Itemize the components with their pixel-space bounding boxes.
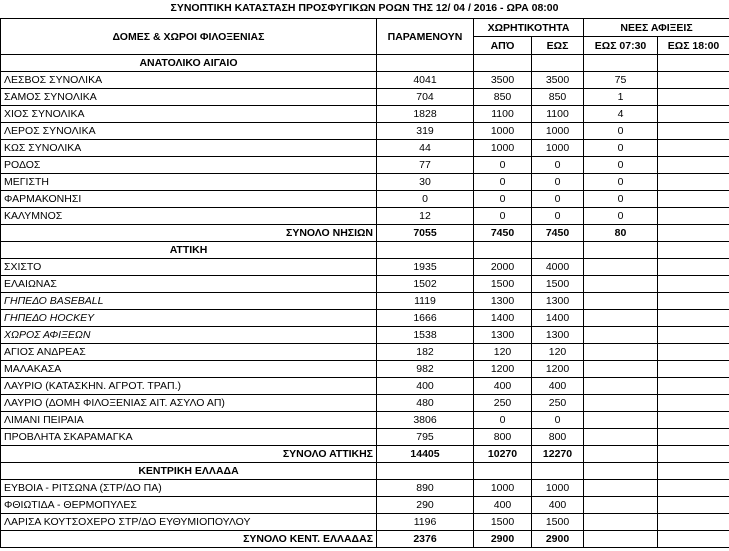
capacity-from-cell: 1000 — [474, 123, 532, 140]
capacity-to-cell: 1000 — [532, 123, 584, 140]
capacity-to-cell: 0 — [532, 191, 584, 208]
remaining-cell — [377, 55, 474, 72]
capacity-from-cell: 3500 — [474, 72, 532, 89]
arrivals-0730-cell — [584, 310, 658, 327]
arrivals-0730-cell: 4 — [584, 106, 658, 123]
structure-name-cell: ΑΤΤΙΚΗ — [1, 242, 377, 259]
arrivals-0730-cell — [584, 293, 658, 310]
arrivals-1800-cell — [658, 497, 729, 514]
arrivals-0730-cell: 1 — [584, 89, 658, 106]
capacity-from-cell — [474, 55, 532, 72]
capacity-to-cell: 0 — [532, 208, 584, 225]
table-row — [1, 361, 729, 378]
capacity-from-cell: 1100 — [474, 106, 532, 123]
capacity-from-cell: 2900 — [474, 531, 532, 548]
capacity-to-cell: 0 — [532, 174, 584, 191]
arrivals-0730-cell — [584, 446, 658, 463]
structure-name-cell: ΜΑΛΑΚΑΣΑ — [1, 361, 377, 378]
arrivals-1800-cell — [658, 140, 729, 157]
structure-name-cell: ΣΑΜΟΣ ΣΥΝΟΛΙΚΑ — [1, 89, 377, 106]
capacity-from-cell: 7450 — [474, 225, 532, 242]
table-row — [1, 344, 729, 361]
remaining-cell: 1828 — [377, 106, 474, 123]
capacity-to-cell: 12270 — [532, 446, 584, 463]
arrivals-1800-cell — [658, 208, 729, 225]
table-row — [1, 327, 729, 344]
capacity-from-cell: 0 — [474, 412, 532, 429]
arrivals-0730-cell — [584, 259, 658, 276]
capacity-from-cell: 10270 — [474, 446, 532, 463]
capacity-from-cell: 400 — [474, 497, 532, 514]
table-row — [1, 174, 729, 191]
capacity-from-cell: 0 — [474, 157, 532, 174]
header-arrivals-1800: ΕΩΣ 18:00 — [658, 37, 729, 55]
structure-name-cell: ΣΧΙΣΤΟ — [1, 259, 377, 276]
table-row — [1, 429, 729, 446]
capacity-to-cell: 0 — [532, 412, 584, 429]
structure-name-cell: ΛΑΥΡΙΟ (ΔΟΜΗ ΦΙΛΟΞΕΝΙΑΣ ΑΙΤ. ΑΣΥΛΟ ΑΠ) — [1, 395, 377, 412]
structure-name-cell: ΓΗΠΕΔΟ HOCKEY — [1, 310, 377, 327]
structure-name-cell: ΦΘΙΩΤΙΔΑ - ΘΕΡΜΟΠΥΛΕΣ — [1, 497, 377, 514]
capacity-to-cell: 0 — [532, 157, 584, 174]
arrivals-0730-cell — [584, 463, 658, 480]
capacity-to-cell: 4000 — [532, 259, 584, 276]
arrivals-1800-cell — [658, 310, 729, 327]
table-row — [1, 310, 729, 327]
remaining-cell: 4041 — [377, 72, 474, 89]
arrivals-0730-cell: 80 — [584, 225, 658, 242]
remaining-cell: 14405 — [377, 446, 474, 463]
header-capacity-to: ΕΩΣ — [532, 37, 584, 55]
table-row — [1, 140, 729, 157]
capacity-from-cell: 1500 — [474, 276, 532, 293]
refugee-flows-table — [0, 18, 729, 548]
capacity-to-cell: 400 — [532, 497, 584, 514]
arrivals-1800-cell — [658, 174, 729, 191]
structure-name-cell: ΣΥΝΟΛΟ ΚΕΝΤ. ΕΛΛΑΔΑΣ — [1, 531, 377, 548]
arrivals-0730-cell — [584, 497, 658, 514]
remaining-cell: 1666 — [377, 310, 474, 327]
capacity-to-cell: 7450 — [532, 225, 584, 242]
capacity-from-cell: 850 — [474, 89, 532, 106]
table-row — [1, 293, 729, 310]
section-row — [1, 463, 729, 480]
arrivals-0730-cell: 0 — [584, 208, 658, 225]
arrivals-1800-cell — [658, 327, 729, 344]
capacity-from-cell: 0 — [474, 174, 532, 191]
structure-name-cell: ΧΙΟΣ ΣΥΝΟΛΙΚΑ — [1, 106, 377, 123]
total-row — [1, 225, 729, 242]
capacity-to-cell — [532, 242, 584, 259]
table-row — [1, 276, 729, 293]
header-row — [1, 19, 729, 37]
capacity-from-cell: 800 — [474, 429, 532, 446]
capacity-from-cell — [474, 242, 532, 259]
capacity-from-cell: 1200 — [474, 361, 532, 378]
capacity-from-cell: 1000 — [474, 480, 532, 497]
arrivals-1800-cell — [658, 531, 729, 548]
remaining-cell: 1538 — [377, 327, 474, 344]
structure-name-cell: ΦΑΡΜΑΚΟΝΗΣΙ — [1, 191, 377, 208]
structure-name-cell: ΑΝΑΤΟΛΙΚΟ ΑΙΓΑΙΟ — [1, 55, 377, 72]
structure-name-cell: ΣΥΝΟΛΟ ΑΤΤΙΚΗΣ — [1, 446, 377, 463]
arrivals-0730-cell — [584, 378, 658, 395]
table-row — [1, 208, 729, 225]
table-row — [1, 106, 729, 123]
arrivals-1800-cell — [658, 480, 729, 497]
remaining-cell: 982 — [377, 361, 474, 378]
arrivals-1800-cell — [658, 378, 729, 395]
capacity-to-cell: 250 — [532, 395, 584, 412]
remaining-cell: 400 — [377, 378, 474, 395]
capacity-from-cell: 1000 — [474, 140, 532, 157]
remaining-cell: 290 — [377, 497, 474, 514]
remaining-cell: 795 — [377, 429, 474, 446]
structure-name-cell: ΛΑΡΙΣΑ ΚΟΥΤΣΟΧΕΡΟ ΣΤΡ/ΔΟ ΕΥΘΥΜΙΟΠΟΥΛΟΥ — [1, 514, 377, 531]
capacity-to-cell: 1500 — [532, 514, 584, 531]
remaining-cell: 3806 — [377, 412, 474, 429]
capacity-to-cell — [532, 55, 584, 72]
table-row — [1, 514, 729, 531]
structure-name-cell: ΚΩΣ ΣΥΝΟΛΙΚΑ — [1, 140, 377, 157]
remaining-cell: 7055 — [377, 225, 474, 242]
capacity-to-cell: 1300 — [532, 293, 584, 310]
header-remaining: ΠΑΡΑΜΕΝΟΥΝ — [377, 19, 474, 55]
arrivals-1800-cell — [658, 157, 729, 174]
header-capacity: ΧΩΡΗΤΙΚΟΤΗΤΑ — [474, 19, 584, 37]
structure-name-cell: ΛΕΣΒΟΣ ΣΥΝΟΛΙΚΑ — [1, 72, 377, 89]
remaining-cell: 1502 — [377, 276, 474, 293]
arrivals-0730-cell — [584, 531, 658, 548]
table-row — [1, 480, 729, 497]
remaining-cell: 2376 — [377, 531, 474, 548]
arrivals-1800-cell — [658, 361, 729, 378]
capacity-to-cell: 1000 — [532, 480, 584, 497]
capacity-from-cell: 2000 — [474, 259, 532, 276]
structure-name-cell: ΡΟΔΟΣ — [1, 157, 377, 174]
total-row — [1, 446, 729, 463]
section-row — [1, 55, 729, 72]
table-row — [1, 89, 729, 106]
arrivals-0730-cell: 0 — [584, 191, 658, 208]
capacity-from-cell: 1300 — [474, 293, 532, 310]
arrivals-1800-cell — [658, 344, 729, 361]
arrivals-0730-cell — [584, 429, 658, 446]
remaining-cell: 319 — [377, 123, 474, 140]
table-row — [1, 378, 729, 395]
table-row — [1, 72, 729, 89]
capacity-from-cell: 250 — [474, 395, 532, 412]
arrivals-1800-cell — [658, 259, 729, 276]
remaining-cell: 1119 — [377, 293, 474, 310]
structure-name-cell: ΣΥΝΟΛΟ ΝΗΣΙΩΝ — [1, 225, 377, 242]
capacity-to-cell: 1000 — [532, 140, 584, 157]
arrivals-0730-cell — [584, 412, 658, 429]
remaining-cell: 1935 — [377, 259, 474, 276]
arrivals-0730-cell — [584, 344, 658, 361]
capacity-to-cell: 120 — [532, 344, 584, 361]
capacity-from-cell: 1300 — [474, 327, 532, 344]
arrivals-1800-cell — [658, 123, 729, 140]
arrivals-1800-cell — [658, 55, 729, 72]
capacity-to-cell: 1300 — [532, 327, 584, 344]
arrivals-0730-cell — [584, 55, 658, 72]
table-row — [1, 191, 729, 208]
capacity-from-cell: 1500 — [474, 514, 532, 531]
header-new-arrivals: ΝΕΕΣ ΑΦΙΞΕΙΣ — [584, 19, 729, 37]
capacity-from-cell: 1400 — [474, 310, 532, 327]
capacity-to-cell: 1500 — [532, 276, 584, 293]
structure-name-cell: ΛΙΜΑΝΙ ΠΕΙΡΑΙΑ — [1, 412, 377, 429]
arrivals-1800-cell — [658, 446, 729, 463]
total-row — [1, 531, 729, 548]
header-structures: ΔΟΜΕΣ & ΧΩΡΟΙ ΦΙΛΟΞΕΝΙΑΣ — [1, 19, 377, 55]
structure-name-cell: ΕΛΑΙΩΝΑΣ — [1, 276, 377, 293]
arrivals-1800-cell — [658, 412, 729, 429]
capacity-to-cell: 400 — [532, 378, 584, 395]
capacity-from-cell: 0 — [474, 191, 532, 208]
capacity-to-cell — [532, 463, 584, 480]
capacity-to-cell: 800 — [532, 429, 584, 446]
table-body — [1, 55, 729, 548]
arrivals-0730-cell — [584, 242, 658, 259]
arrivals-0730-cell: 0 — [584, 140, 658, 157]
structure-name-cell: ΛΑΥΡΙΟ (ΚΑΤΑΣΚΗΝ. ΑΓΡΟΤ. ΤΡΑΠ.) — [1, 378, 377, 395]
arrivals-1800-cell — [658, 225, 729, 242]
table-row — [1, 123, 729, 140]
arrivals-1800-cell — [658, 514, 729, 531]
table-row — [1, 412, 729, 429]
arrivals-0730-cell — [584, 327, 658, 344]
structure-name-cell: ΚΕΝΤΡΙΚΗ ΕΛΛΑΔΑ — [1, 463, 377, 480]
capacity-to-cell: 1200 — [532, 361, 584, 378]
arrivals-1800-cell — [658, 242, 729, 259]
capacity-to-cell: 1400 — [532, 310, 584, 327]
arrivals-0730-cell — [584, 276, 658, 293]
arrivals-0730-cell: 0 — [584, 157, 658, 174]
section-row — [1, 242, 729, 259]
capacity-to-cell: 1100 — [532, 106, 584, 123]
structure-name-cell: ΓΗΠΕΔΟ BASEBALL — [1, 293, 377, 310]
arrivals-0730-cell — [584, 514, 658, 531]
capacity-from-cell: 120 — [474, 344, 532, 361]
table-row — [1, 497, 729, 514]
remaining-cell: 30 — [377, 174, 474, 191]
capacity-from-cell: 0 — [474, 208, 532, 225]
remaining-cell: 480 — [377, 395, 474, 412]
remaining-cell: 44 — [377, 140, 474, 157]
remaining-cell — [377, 242, 474, 259]
remaining-cell: 77 — [377, 157, 474, 174]
arrivals-1800-cell — [658, 429, 729, 446]
remaining-cell: 704 — [377, 89, 474, 106]
arrivals-1800-cell — [658, 106, 729, 123]
structure-name-cell: ΚΑΛΥΜΝΟΣ — [1, 208, 377, 225]
table-row — [1, 395, 729, 412]
arrivals-1800-cell — [658, 72, 729, 89]
arrivals-0730-cell — [584, 361, 658, 378]
arrivals-0730-cell: 0 — [584, 174, 658, 191]
structure-name-cell: ΜΕΓΙΣΤΗ — [1, 174, 377, 191]
arrivals-0730-cell: 75 — [584, 72, 658, 89]
document-title: ΣΥΝΟΠΤΙΚΗ ΚΑΤΑΣΤΑΣΗ ΠΡΟΣΦΥΓΙΚΩΝ ΡΟΩΝ ΤΗΣ 12/ 04 / 2016 - ΩΡΑ 08:00 — [170, 2, 559, 14]
remaining-cell: 12 — [377, 208, 474, 225]
header-arrivals-0730: ΕΩΣ 07:30 — [584, 37, 658, 55]
remaining-cell: 890 — [377, 480, 474, 497]
remaining-cell: 0 — [377, 191, 474, 208]
arrivals-0730-cell: 0 — [584, 123, 658, 140]
capacity-to-cell: 850 — [532, 89, 584, 106]
arrivals-0730-cell — [584, 480, 658, 497]
table-row — [1, 259, 729, 276]
header-capacity-from: ΑΠΌ — [474, 37, 532, 55]
structure-name-cell: ΕΥΒΟΙΑ - ΡΙΤΣΩΝΑ (ΣΤΡ/ΔΟ ΠΑ) — [1, 480, 377, 497]
structure-name-cell: ΛΕΡΟΣ ΣΥΝΟΛΙΚΑ — [1, 123, 377, 140]
arrivals-1800-cell — [658, 191, 729, 208]
remaining-cell: 1196 — [377, 514, 474, 531]
capacity-to-cell: 2900 — [532, 531, 584, 548]
remaining-cell — [377, 463, 474, 480]
capacity-from-cell — [474, 463, 532, 480]
structure-name-cell: ΧΩΡΟΣ ΑΦΙΞΕΩΝ — [1, 327, 377, 344]
arrivals-1800-cell — [658, 395, 729, 412]
arrivals-1800-cell — [658, 293, 729, 310]
remaining-cell: 182 — [377, 344, 474, 361]
structure-name-cell: ΠΡΟΒΛΗΤΑ ΣΚΑΡΑΜΑΓΚΑ — [1, 429, 377, 446]
arrivals-1800-cell — [658, 463, 729, 480]
capacity-to-cell: 3500 — [532, 72, 584, 89]
arrivals-1800-cell — [658, 89, 729, 106]
capacity-from-cell: 400 — [474, 378, 532, 395]
arrivals-1800-cell — [658, 276, 729, 293]
arrivals-0730-cell — [584, 395, 658, 412]
table-row — [1, 157, 729, 174]
structure-name-cell: ΑΓΙΟΣ ΑΝΔΡΕΑΣ — [1, 344, 377, 361]
